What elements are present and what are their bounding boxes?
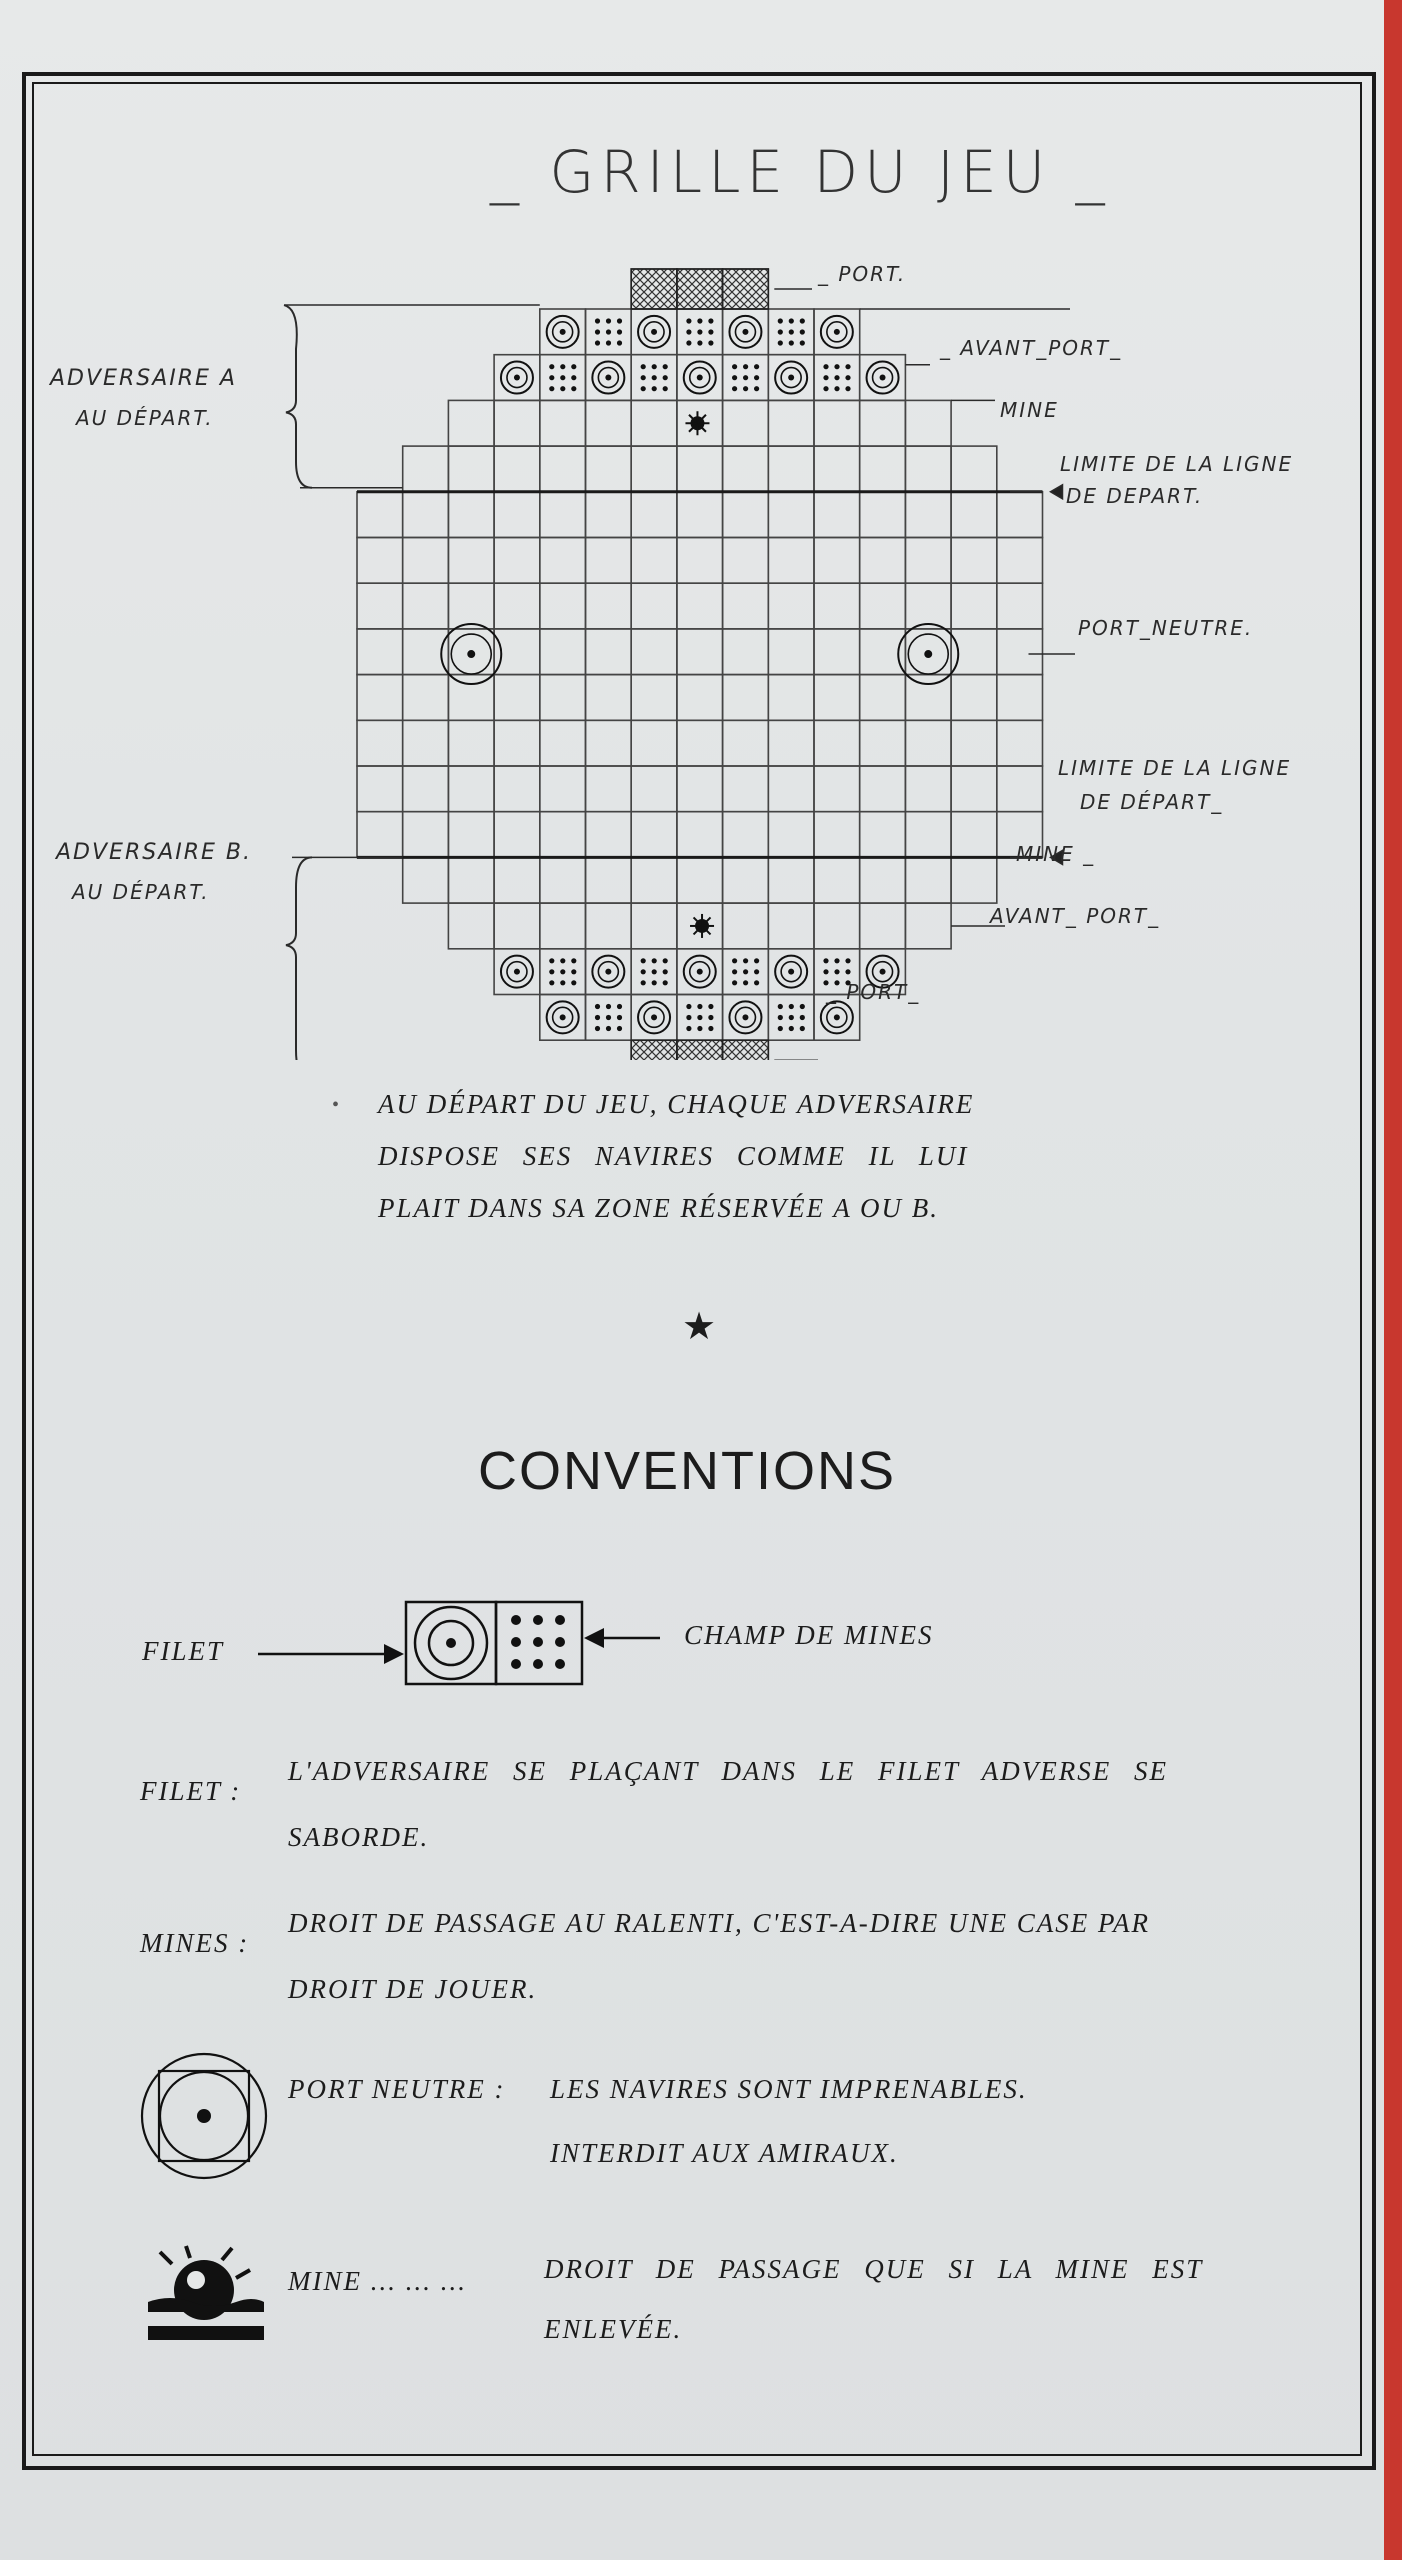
page-title: _ GRILLE DU JEU _ <box>490 138 1111 206</box>
filet-arrow-label: FILET <box>142 1636 225 1666</box>
filet-desc-2: SABORDE. <box>288 1822 430 1852</box>
label-limite-top-2: DE DEPART. <box>1066 484 1204 508</box>
label-port-neutre: PORT_NEUTRE. <box>1078 616 1254 640</box>
label-avant-port-top: _ AVANT_PORT_ <box>940 336 1123 360</box>
label-port-bottom: _ PORT_ <box>826 980 921 1004</box>
intro-line-2: DISPOSE SES NAVIRES COMME IL LUI <box>378 1141 969 1171</box>
champ-de-mines-label: CHAMP DE MINES <box>684 1620 934 1650</box>
separator-star: ★ <box>682 1306 717 1348</box>
mine-term: MINE ... ... ... <box>288 2266 467 2296</box>
port-neutre-desc-2: INTERDIT AUX AMIRAUX. <box>550 2138 899 2168</box>
label-mine-top: MINE <box>1000 398 1059 422</box>
label-avant-port-bottom: AVANT_ PORT_ <box>990 904 1161 928</box>
filet-desc-1: L'ADVERSAIRE SE PLAÇANT DANS LE FILET ADVERSE SE <box>288 1756 1169 1786</box>
label-limite-top-1: LIMITE DE LA LIGNE <box>1060 452 1294 476</box>
label-limite-bottom-2: DE DÉPART_ <box>1080 790 1224 814</box>
port-neutre-term: PORT NEUTRE : <box>288 2074 506 2104</box>
mine-desc-1: DROIT DE PASSAGE QUE SI LA MINE EST <box>544 2254 1204 2284</box>
label-adversaire-b-2: AU DÉPART. <box>72 880 210 904</box>
label-adversaire-b-1: ADVERSAIRE B. <box>56 840 252 865</box>
label-adversaire-a-2: AU DÉPART. <box>76 406 214 430</box>
conventions-title: CONVENTIONS <box>478 1441 897 1501</box>
label-adversaire-a-1: ADVERSAIRE A <box>50 366 237 391</box>
label-limite-bottom-1: LIMITE DE LA LIGNE <box>1058 756 1292 780</box>
mines-desc-1: DROIT DE PASSAGE AU RALENTI, C'EST-A-DIRE UNE CASE PAR <box>288 1908 1150 1938</box>
bullet-dot: • <box>332 1094 340 1116</box>
game-grid <box>0 0 1402 1060</box>
label-port-top: _ PORT. <box>818 262 907 286</box>
intro-line-1: AU DÉPART DU JEU, CHAQUE ADVERSAIRE <box>378 1089 975 1119</box>
mines-term: MINES : <box>140 1928 250 1958</box>
mines-desc-2: DROIT DE JOUER. <box>288 1974 538 2004</box>
mine-desc-2: ENLEVÉE. <box>544 2314 683 2344</box>
intro-line-3: PLAIT DANS SA ZONE RÉSERVÉE A OU B. <box>378 1193 940 1223</box>
filet-term: FILET : <box>140 1776 242 1806</box>
label-mine-bottom: MINE _ <box>1016 842 1096 866</box>
port-neutre-desc-1: LES NAVIRES SONT IMPRENABLES. <box>550 2074 1028 2104</box>
